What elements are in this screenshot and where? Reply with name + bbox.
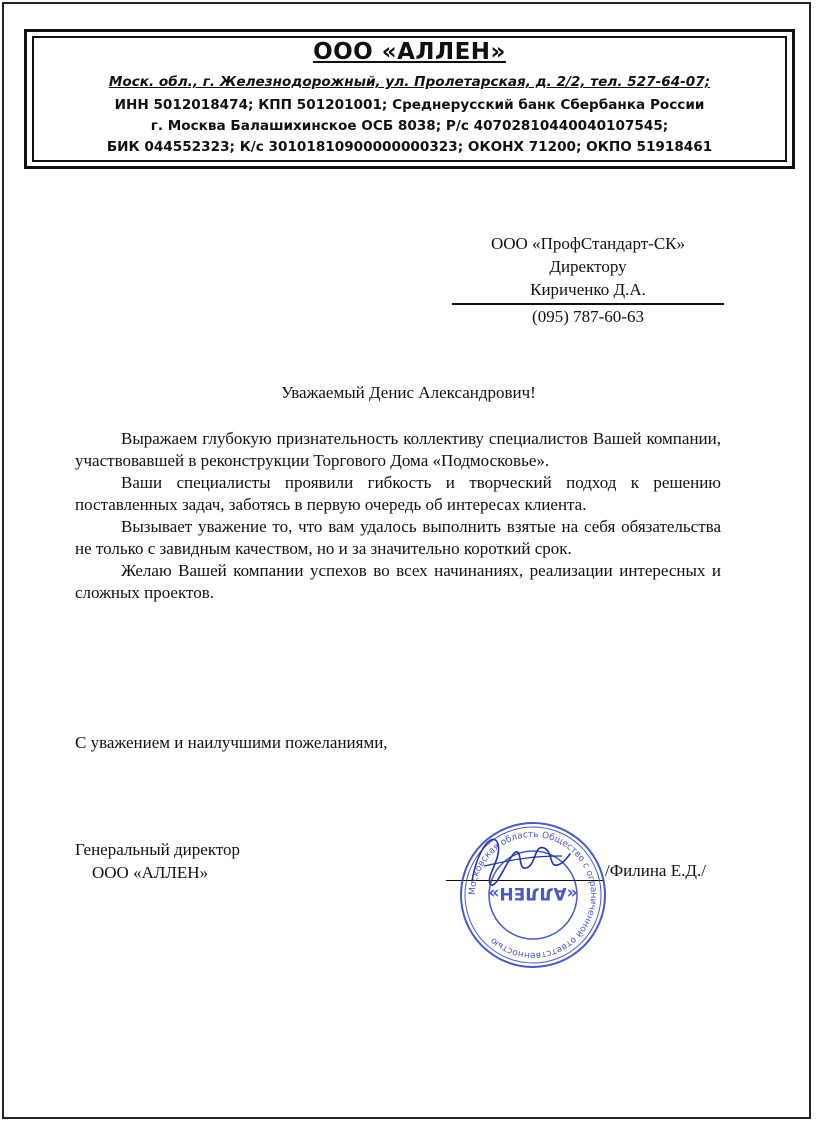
company-name: ООО «АЛЛЕН»: [313, 39, 506, 65]
bank-account-line: г. Москва Балашихинское ОСБ 8038; Р/с 40702810440040107545;: [150, 118, 669, 134]
addressee-phone: (095) 787-60-63: [532, 307, 644, 326]
addressee-company: ООО «ПрофСтандарт-СК»: [490, 234, 685, 253]
salutation: Уважаемый Денис Александрович!: [281, 383, 536, 402]
registry-codes-line: БИК 044552323; К/с 30101810900000000323; ОКОНХ 71200; ОКПО 51918461: [106, 139, 713, 155]
handwritten-signature: [464, 826, 574, 896]
closing-line: С уважением и наилучшими пожеланиями,: [75, 733, 388, 752]
paragraph: Выражаем глубокую признательность коллективу специалистов Вашей компании, участвовавшей в реконструкции Торгового Дома «Подмосковье».: [75, 429, 721, 470]
bank-details-line: ИНН 5012018474; КПП 501201001; Среднерусский банк Сбербанка России: [114, 97, 705, 113]
letterhead: [32, 36, 787, 162]
company-address: Моск. обл., г. Железнодорожный, ул. Пролетарская, д. 2/2, тел. 527-64-07;: [108, 74, 711, 90]
addressee-block: [452, 232, 724, 301]
addressee-position: Директору: [549, 257, 627, 276]
signatory-block: [75, 838, 240, 884]
letter-body: [75, 428, 721, 604]
addressee-name: Кириченко Д.А.: [530, 280, 646, 299]
paragraph: Желаю Вашей компании успехов во всех начинаниях, реализации интересных и сложных проектов.: [75, 561, 721, 602]
stamp-center-text: «АЛЛЕН»: [488, 883, 578, 903]
signatory-organization: ООО «АЛЛЕН»: [92, 863, 209, 882]
paragraph: Вызывает уважение то, что вам удалось выполнить взятые на себя обязательства не только с завидным качеством, но и за значительно короткий срок.: [75, 517, 721, 558]
signatory-title: Генеральный директор: [75, 840, 241, 859]
paragraph: Ваши специалисты проявили гибкость и творческий подход к решению поставленных задач, заботясь в первую очередь об интересах клиента.: [75, 473, 721, 514]
signatory-name: /Филина Е.Д./: [605, 861, 706, 880]
stamp-ring-text: Московская область Общество с ограниченной ответственностью: [467, 829, 599, 961]
